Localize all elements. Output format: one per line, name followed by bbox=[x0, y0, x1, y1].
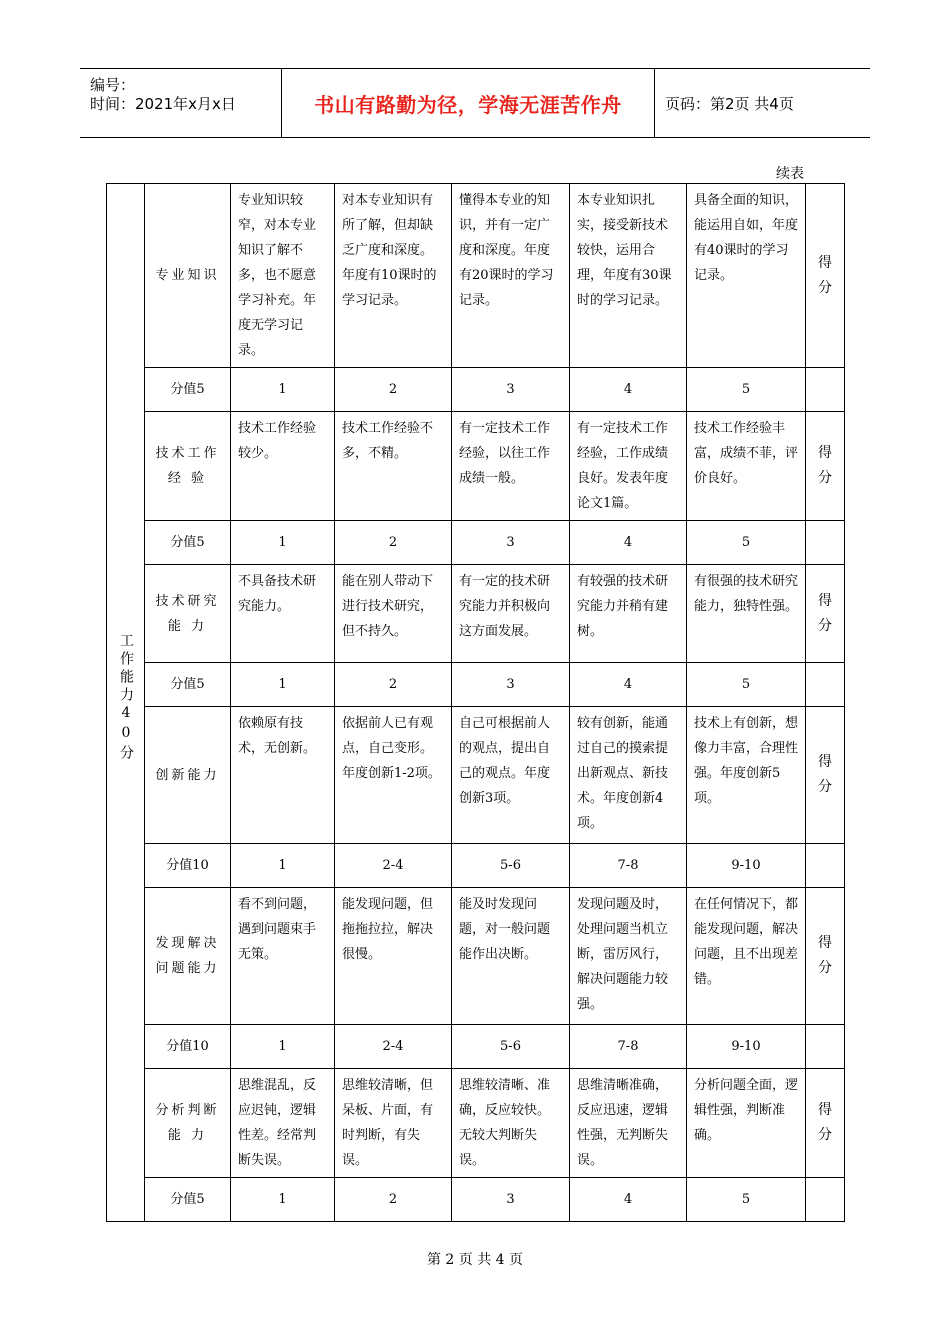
level-score: 5-6 bbox=[452, 1025, 570, 1069]
evaluation-table bbox=[106, 183, 845, 1222]
level-score: 1 bbox=[231, 1178, 335, 1222]
level-score: 5-6 bbox=[452, 844, 570, 888]
level-description: 专业知识较窄，对本专业知识了解不多，也不愿意学习补充。年度无学习记录。 bbox=[231, 184, 335, 368]
level-description: 有较强的技术研究能力并稍有建树。 bbox=[570, 565, 687, 663]
level-score: 4 bbox=[570, 1178, 687, 1222]
criterion-name bbox=[145, 412, 231, 521]
score-weight-label: 分值5 bbox=[145, 663, 231, 707]
level-description: 思维混乱，反应迟钝，逻辑性差。经常判断失误。 bbox=[231, 1069, 335, 1178]
page-code: 页码：第2页 共4页 bbox=[665, 94, 794, 113]
page-footer: 第 2 页 共 4 页 bbox=[426, 1252, 524, 1268]
criterion-name bbox=[145, 1069, 231, 1178]
level-description: 技术上有创新，想像力丰富，合理性强。年度创新5项。 bbox=[687, 707, 806, 844]
level-description: 有一定的技术研究能力并积极向这方面发展。 bbox=[452, 565, 570, 663]
criterion-row bbox=[107, 184, 845, 368]
criterion-name-line: 创新能力 bbox=[155, 767, 220, 783]
score-entry-cell[interactable] bbox=[806, 1025, 845, 1069]
score-weight-label: 分值5 bbox=[145, 521, 231, 565]
criterion-row bbox=[107, 412, 845, 521]
score-obtained-label: 得分 bbox=[818, 754, 832, 795]
score-row bbox=[107, 844, 845, 888]
level-score: 1 bbox=[231, 844, 335, 888]
level-score: 1 bbox=[231, 521, 335, 565]
level-score: 3 bbox=[452, 663, 570, 707]
score-obtained-label: 得分 bbox=[818, 592, 832, 634]
criterion-row bbox=[107, 707, 845, 844]
level-score: 5 bbox=[687, 1178, 806, 1222]
criterion-name-line: 技术工作 bbox=[155, 446, 220, 461]
score-entry-cell[interactable] bbox=[806, 663, 845, 707]
score-obtained-label: 得分 bbox=[818, 935, 832, 976]
criterion-name-line: 能 力 bbox=[167, 618, 208, 634]
level-description: 对本专业知识有所了解，但却缺乏广度和深度。年度有10课时的学习记录。 bbox=[335, 184, 452, 368]
level-score: 2 bbox=[335, 663, 452, 707]
score-weight-label: 分值5 bbox=[145, 368, 231, 412]
level-description: 有很强的技术研究能力，独特性强。 bbox=[687, 565, 806, 663]
score-row bbox=[107, 368, 845, 412]
score-row bbox=[107, 1178, 845, 1222]
level-description: 技术工作经验较少。 bbox=[231, 412, 335, 521]
level-description: 能发现问题，但拖拖拉拉，解决很慢。 bbox=[335, 888, 452, 1025]
level-score: 7-8 bbox=[570, 1025, 687, 1069]
criterion-name bbox=[145, 888, 231, 1025]
level-description: 有一定技术工作经验，以往工作成绩一般。 bbox=[452, 412, 570, 521]
score-obtained-cell bbox=[806, 565, 845, 663]
score-obtained-cell bbox=[806, 184, 845, 368]
level-score: 1 bbox=[231, 368, 335, 412]
score-weight-label: 分值5 bbox=[145, 1178, 231, 1222]
score-weight-label: 分值10 bbox=[145, 1025, 231, 1069]
number-label: 编号： bbox=[90, 76, 136, 94]
motto: 书山有路勤为径，学海无涯苦作舟 bbox=[282, 69, 655, 137]
level-score: 1 bbox=[231, 663, 335, 707]
criterion-name bbox=[145, 707, 231, 844]
level-description: 依据前人已有观点，自己变形。年度创新1-2项。 bbox=[335, 707, 452, 844]
criterion-row bbox=[107, 565, 845, 663]
section-title-cell bbox=[107, 184, 145, 1222]
level-score: 9-10 bbox=[687, 844, 806, 888]
level-score: 2 bbox=[335, 521, 452, 565]
level-description: 技术工作经验不多，不精。 bbox=[335, 412, 452, 521]
level-description: 在任何情况下，都能发现问题，解决问题，且不出现差错。 bbox=[687, 888, 806, 1025]
level-description: 思维清晰准确，反应迅速，逻辑性强，无判断失误。 bbox=[570, 1069, 687, 1178]
level-score: 2 bbox=[335, 368, 452, 412]
score-obtained-label: 得分 bbox=[818, 445, 832, 486]
score-entry-cell[interactable] bbox=[806, 844, 845, 888]
level-description: 依赖原有技术，无创新。 bbox=[231, 707, 335, 844]
criterion-name-line: 分析判断 bbox=[155, 1103, 220, 1118]
header-meta bbox=[80, 69, 282, 137]
level-description: 发现问题及时，处理问题当机立断，雷厉风行，解决问题能力较强。 bbox=[570, 888, 687, 1025]
score-obtained-cell bbox=[806, 1069, 845, 1178]
level-description: 懂得本专业的知识，并有一定广度和深度。年度有20课时的学习记录。 bbox=[452, 184, 570, 368]
level-score: 3 bbox=[452, 368, 570, 412]
level-score: 1 bbox=[231, 1025, 335, 1069]
level-description: 有一定技术工作经验，工作成绩良好。发表年度论文1篇。 bbox=[570, 412, 687, 521]
level-description: 较有创新，能通过自己的摸索提出新观点、新技术。年度创新4项。 bbox=[570, 707, 687, 844]
level-description: 本专业知识扎实，接受新技术较快，运用合理，年度有30课时的学习记录。 bbox=[570, 184, 687, 368]
level-score: 2 bbox=[335, 1178, 452, 1222]
time-label: 时间：2021年x月x日 bbox=[90, 95, 236, 113]
criterion-name-line: 能 力 bbox=[167, 1128, 208, 1143]
score-obtained-cell bbox=[806, 888, 845, 1025]
level-description: 自己可根据前人的观点，提出自己的观点。年度创新3项。 bbox=[452, 707, 570, 844]
criterion-name-line: 问题能力 bbox=[155, 961, 220, 976]
level-description: 技术工作经验丰富，成绩不菲，评价良好。 bbox=[687, 412, 806, 521]
score-entry-cell[interactable] bbox=[806, 368, 845, 412]
level-score: 4 bbox=[570, 663, 687, 707]
level-score: 4 bbox=[570, 521, 687, 565]
level-description: 思维较清晰、准确，反应较快。无较大判断失误。 bbox=[452, 1069, 570, 1178]
score-weight-label: 分值10 bbox=[145, 844, 231, 888]
criterion-name-line: 发现解决 bbox=[155, 936, 220, 951]
criterion-name-line: 专业知识 bbox=[155, 268, 220, 283]
level-score: 3 bbox=[452, 521, 570, 565]
level-score: 5 bbox=[687, 521, 806, 565]
criterion-name bbox=[145, 565, 231, 663]
document-header bbox=[80, 68, 870, 138]
level-description: 具备全面的知识，能运用自如，年度有40课时的学习记录。 bbox=[687, 184, 806, 368]
level-score: 3 bbox=[452, 1178, 570, 1222]
criterion-name-line: 经 验 bbox=[167, 471, 208, 486]
score-obtained-cell bbox=[806, 412, 845, 521]
level-score: 2-4 bbox=[335, 844, 452, 888]
score-obtained-label: 得分 bbox=[818, 1102, 832, 1143]
level-score: 4 bbox=[570, 368, 687, 412]
section-title: 工作能力40分 bbox=[118, 633, 134, 763]
level-score: 9-10 bbox=[687, 1025, 806, 1069]
level-description: 看不到问题，遇到问题束手无策。 bbox=[231, 888, 335, 1025]
criterion-row bbox=[107, 1069, 845, 1178]
level-score: 5 bbox=[687, 663, 806, 707]
score-obtained-cell bbox=[806, 707, 845, 844]
score-obtained-label: 得分 bbox=[818, 254, 832, 296]
score-entry-cell[interactable] bbox=[806, 1178, 845, 1222]
criterion-name bbox=[145, 184, 231, 368]
level-description: 能在别人带动下进行技术研究，但不持久。 bbox=[335, 565, 452, 663]
level-score: 2-4 bbox=[335, 1025, 452, 1069]
score-row bbox=[107, 521, 845, 565]
level-description: 思维较清晰，但呆板、片面，有时判断，有失误。 bbox=[335, 1069, 452, 1178]
score-row bbox=[107, 1025, 845, 1069]
continued-label: 续表 bbox=[776, 166, 804, 182]
level-score: 7-8 bbox=[570, 844, 687, 888]
score-entry-cell[interactable] bbox=[806, 521, 845, 565]
level-description: 能及时发现问题，对一般问题能作出决断。 bbox=[452, 888, 570, 1025]
level-description: 不具备技术研究能力。 bbox=[231, 565, 335, 663]
criterion-name-line: 技术研究 bbox=[155, 593, 220, 609]
level-score: 5 bbox=[687, 368, 806, 412]
criterion-row bbox=[107, 888, 845, 1025]
score-row bbox=[107, 663, 845, 707]
level-description: 分析问题全面，逻辑性强，判断准确。 bbox=[687, 1069, 806, 1178]
